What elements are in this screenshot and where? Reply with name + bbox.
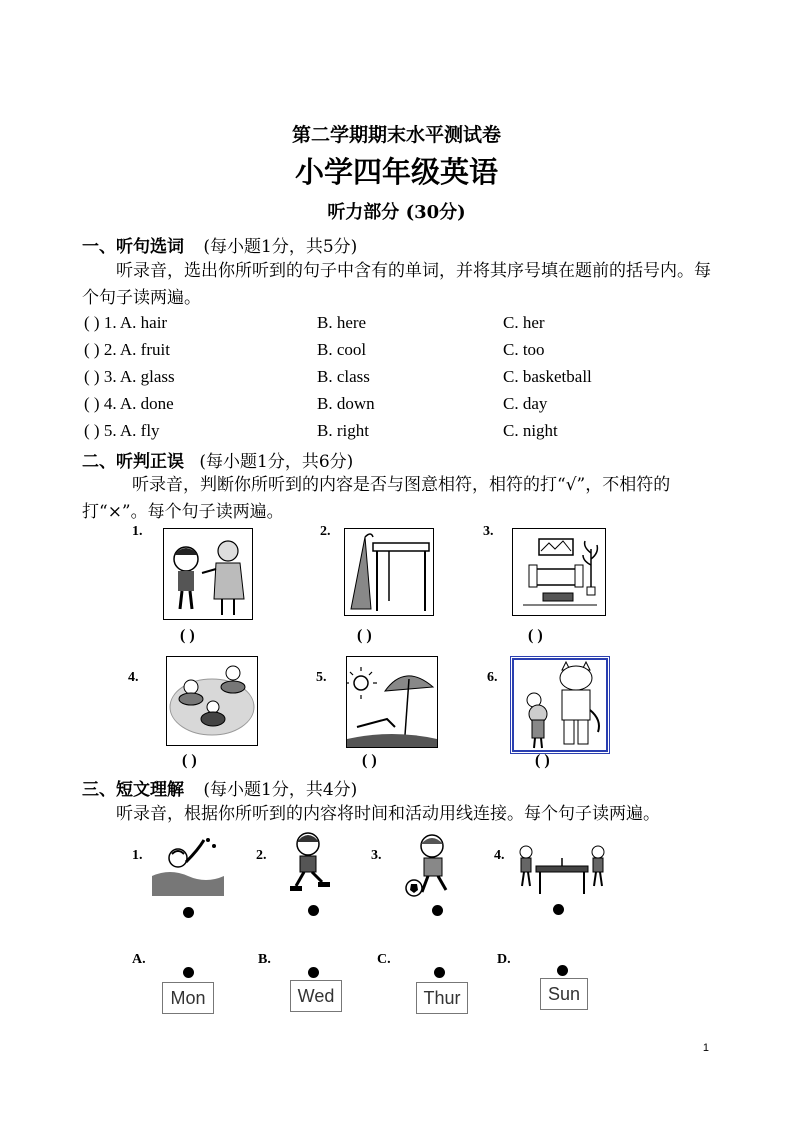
picture-label-6: 6. (487, 670, 498, 685)
q4-option-c: C. day (503, 394, 548, 413)
page-number: 1 (702, 1042, 709, 1054)
activity-swimming-image (152, 832, 224, 896)
q2-option-b: B. cool (317, 340, 367, 359)
activity-football-image (404, 832, 460, 898)
picture-label-4: 4. (128, 670, 139, 685)
picture-3-living-room (512, 528, 606, 616)
day-c-dot[interactable] (434, 967, 445, 978)
q1-option-c: C. her (503, 313, 545, 332)
q5-option-a: ( ) 5. A. fly (84, 421, 160, 440)
picture-5-beach-umbrella (346, 656, 438, 748)
q3-option-b: B. class (317, 367, 370, 386)
picture-label-3: 3. (483, 524, 494, 539)
answer-blank-4[interactable]: ( ) (182, 752, 197, 769)
picture-label-5: 5. (316, 670, 327, 685)
section1-instruction: 听录音，选出你所听到的句子中含有的单词，并将其序号填在题前的括号内。每个句子读两遍。 (82, 261, 711, 308)
listening-part-title: 听力部分 (30分) (327, 202, 466, 223)
picture-2-umbrella-by-table (344, 528, 434, 616)
day-box-wed: Wed (290, 980, 342, 1012)
day-d-dot[interactable] (557, 965, 568, 976)
q4-option-b: B. down (317, 394, 375, 413)
answer-blank-1[interactable]: ( ) (180, 627, 195, 644)
q2-option-a: ( ) 2. A. fruit (84, 340, 170, 359)
section1-score: (每小题1分，共5分) (203, 237, 358, 257)
activity-ping-pong-image (514, 840, 610, 898)
q3-option-c: C. basketball (503, 367, 592, 386)
activity-3-dot[interactable] (432, 905, 443, 916)
day-label-a: A. (132, 952, 146, 967)
day-b-dot[interactable] (308, 967, 319, 978)
q2-option-c: C. too (503, 340, 545, 359)
q1-option-b: B. here (317, 313, 367, 332)
answer-blank-3[interactable]: ( ) (528, 627, 543, 644)
section3-header (82, 775, 357, 800)
section2-heading: 二、听判正误 (82, 452, 184, 472)
day-label-d: D. (497, 952, 511, 967)
section3-heading: 三、短文理解 (82, 780, 184, 800)
exam-title: 第二学期期末水平测试卷 (291, 124, 501, 146)
section3-instruction: 听录音，根据你所听到的内容将时间和活动用线连接。每个句子读两遍。 (116, 804, 660, 824)
activity-skating-image (284, 830, 334, 894)
answer-blank-2[interactable]: ( ) (357, 627, 372, 644)
day-box-mon: Mon (162, 982, 214, 1014)
answer-blank-5[interactable]: ( ) (362, 752, 377, 769)
picture-1-boy-and-woman (163, 528, 253, 620)
activity-4-dot[interactable] (553, 904, 564, 915)
q5-option-b: B. right (317, 421, 369, 440)
day-label-c: C. (377, 952, 391, 967)
exam-subject: 小学四年级英语 (294, 155, 498, 189)
q4-option-a: ( ) 4. A. done (84, 394, 174, 413)
day-label-b: B. (258, 952, 271, 967)
section1-heading: 一、听句选词 (82, 237, 184, 257)
picture-label-2: 2. (320, 524, 331, 539)
picture-6-mouse-and-cat (512, 658, 608, 752)
section1-header (82, 232, 357, 257)
picture-4-swimming-rings (166, 656, 258, 746)
section2-score: (每小题1分，共6分) (199, 452, 354, 472)
activity-1-dot[interactable] (183, 907, 194, 918)
activity-label-3: 3. (371, 848, 382, 863)
day-box-thur: Thur (416, 982, 468, 1014)
answer-blank-6[interactable]: ( ) (535, 752, 550, 769)
day-box-sun: Sun (540, 978, 588, 1010)
activity-label-2: 2. (256, 848, 267, 863)
day-a-dot[interactable] (183, 967, 194, 978)
activity-2-dot[interactable] (308, 905, 319, 916)
section2-header (82, 447, 353, 472)
picture-label-1: 1. (132, 524, 143, 539)
q3-option-a: ( ) 3. A. glass (84, 367, 175, 386)
q1-option-a: ( ) 1. A. hair (84, 313, 168, 332)
section2-instruction: 听录音，判断你所听到的内容是否与图意相符，相符的打“√”，不相符的打“×”。每个句子读两遍。 (82, 475, 671, 522)
section3-score: (每小题1分，共4分) (203, 780, 358, 800)
activity-label-4: 4. (494, 848, 505, 863)
q5-option-c: C. night (503, 421, 558, 440)
activity-label-1: 1. (132, 848, 143, 863)
